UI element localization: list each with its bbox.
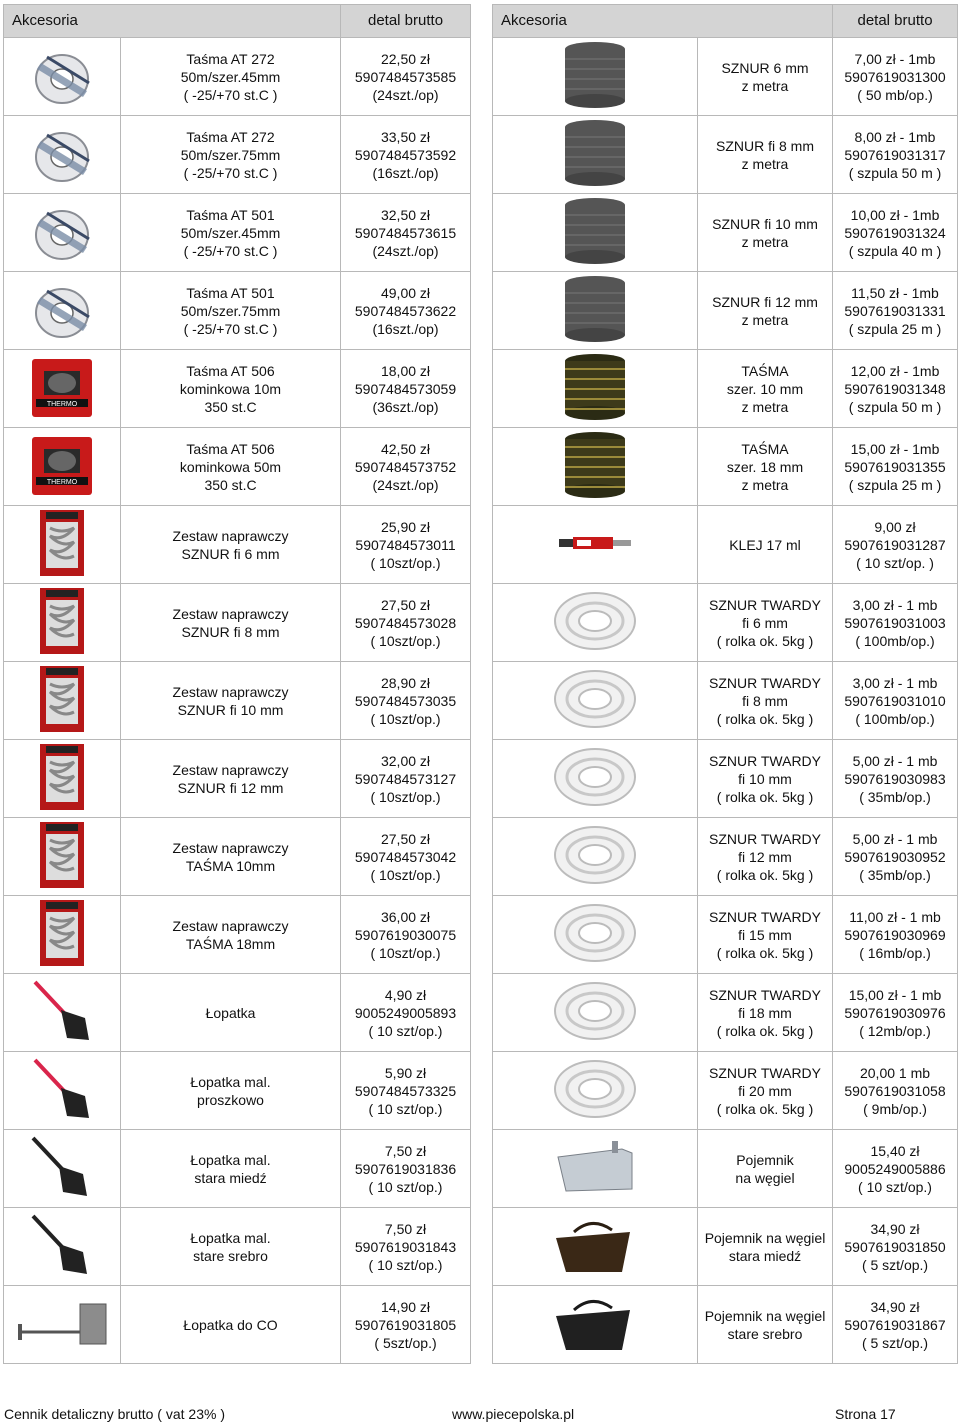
product-name — [121, 740, 341, 818]
product-price-text: 10,00 zł - 1mb 5907619031324 ( szpula 40 m ) — [844, 206, 946, 259]
header-price: detal brutto — [341, 5, 471, 38]
product-price — [341, 584, 471, 662]
product-image — [4, 818, 121, 896]
table-row — [4, 1286, 471, 1364]
product-price — [341, 1286, 471, 1364]
product-name-text: Zestaw naprawczy SZNUR fi 8 mm — [172, 605, 289, 640]
product-price-text: 7,50 zł 5907619031836 ( 10 szt/op.) — [354, 1142, 457, 1195]
coal-bucket-silver-icon — [493, 1139, 697, 1199]
product-price — [833, 428, 958, 506]
product-name — [698, 740, 833, 818]
product-name-text: Pojemnik na węgiel stara miedź — [704, 1229, 826, 1264]
product-price — [833, 272, 958, 350]
product-name — [698, 1208, 833, 1286]
product-image — [4, 584, 121, 662]
table-row — [493, 1052, 958, 1130]
table-header-row — [493, 5, 958, 38]
product-name — [698, 662, 833, 740]
product-name-text: Zestaw naprawczy TAŚMA 10mm — [172, 839, 289, 874]
glue-tube-icon — [493, 531, 697, 559]
product-name-text: Zestaw naprawczy SZNUR fi 10 mm — [172, 683, 289, 718]
product-name-text: SZNUR fi 8 mm z metra — [716, 137, 814, 172]
product-price-text: 34,90 zł 5907619031850 ( 5 szt/op.) — [844, 1220, 946, 1273]
product-image — [493, 272, 698, 350]
product-price — [833, 584, 958, 662]
product-price — [833, 1286, 958, 1364]
tape-roll-icon — [4, 277, 120, 345]
product-price-text: 15,00 zł - 1 mb 5907619030976 ( 12mb/op.) — [844, 986, 946, 1039]
table-row — [493, 194, 958, 272]
table-row — [4, 506, 471, 584]
product-image — [4, 740, 121, 818]
table-row — [493, 506, 958, 584]
product-name-text: Pojemnik na węgiel stare srebro — [704, 1307, 826, 1342]
table-row — [493, 740, 958, 818]
product-price-text: 20,00 1 mb 5907619031058 ( 9mb/op.) — [844, 1064, 946, 1117]
shovel-red-icon — [4, 978, 120, 1048]
product-price-text: 49,00 zł 5907484573622 (16szt./op) — [354, 284, 457, 337]
table-row — [4, 662, 471, 740]
product-image — [4, 506, 121, 584]
product-name — [698, 974, 833, 1052]
table-row — [4, 350, 471, 428]
table-row — [493, 662, 958, 740]
product-price-text: 3,00 zł - 1 mb 5907619031003 ( 100mb/op.) — [844, 596, 946, 649]
product-image — [4, 116, 121, 194]
shovel-black-icon — [4, 1134, 120, 1204]
product-image — [4, 1286, 121, 1364]
product-name — [698, 350, 833, 428]
product-image — [4, 1052, 121, 1130]
product-price-text: 12,00 zł - 1mb 5907619031348 ( szpula 50 m ) — [844, 362, 946, 415]
table-row — [493, 428, 958, 506]
product-name — [698, 428, 833, 506]
product-price-text: 5,00 zł - 1 mb 5907619030952 ( 35mb/op.) — [844, 830, 946, 883]
product-name-text: Taśma AT 506 kominkowa 50m 350 st.C — [179, 440, 282, 493]
product-price — [341, 662, 471, 740]
product-name — [121, 1286, 341, 1364]
product-name — [121, 506, 341, 584]
product-image — [493, 1286, 698, 1364]
product-name-text: Taśma AT 506 kominkowa 10m 350 st.C — [179, 362, 282, 415]
product-name — [121, 428, 341, 506]
tape-roll-icon — [4, 43, 120, 111]
product-image — [4, 428, 121, 506]
table-row — [493, 38, 958, 116]
product-price — [341, 38, 471, 116]
table-row — [493, 974, 958, 1052]
table-row — [4, 1130, 471, 1208]
product-name — [121, 1208, 341, 1286]
product-name — [698, 896, 833, 974]
product-image — [4, 1208, 121, 1286]
repair-kit-icon — [4, 898, 120, 972]
product-name-text: TAŚMA szer. 10 mm z metra — [726, 362, 804, 415]
product-price — [833, 1130, 958, 1208]
product-name-text: SZNUR 6 mm z metra — [721, 59, 809, 94]
product-price — [341, 1130, 471, 1208]
product-name — [698, 116, 833, 194]
tape-spool-icon — [493, 429, 697, 505]
product-name — [121, 38, 341, 116]
product-image — [4, 38, 121, 116]
product-price-text: 5,00 zł - 1 mb 5907619030983 ( 35mb/op.) — [844, 752, 946, 805]
white-rope-coil-icon — [493, 1057, 697, 1125]
product-image — [493, 1208, 698, 1286]
header-price: detal brutto — [833, 5, 958, 38]
product-name — [121, 116, 341, 194]
product-name — [698, 506, 833, 584]
table-row — [493, 896, 958, 974]
product-image — [493, 1130, 698, 1208]
table-header-row — [4, 5, 471, 38]
product-name-text: Taśma AT 272 50m/szer.45mm ( -25/+70 st.C ) — [180, 50, 281, 103]
product-price-text: 9,00 zł 5907619031287 ( 10 szt/op. ) — [844, 518, 946, 571]
product-price — [833, 506, 958, 584]
product-name-text: Łopatka mal. proszkowo — [190, 1073, 271, 1108]
product-price-text: 11,00 zł - 1 mb 5907619030969 ( 16mb/op.) — [844, 908, 946, 961]
table-row — [4, 584, 471, 662]
product-image — [493, 740, 698, 818]
product-price — [833, 1052, 958, 1130]
product-name-text: SZNUR fi 12 mm z metra — [712, 293, 818, 328]
rope-spool-icon — [493, 117, 697, 193]
table-row — [4, 116, 471, 194]
price-table-left — [3, 4, 471, 1364]
table-row — [4, 818, 471, 896]
product-name-text: KLEJ 17 ml — [729, 536, 801, 553]
co-shovel-icon — [4, 1298, 120, 1352]
product-name — [698, 584, 833, 662]
product-name-text: SZNUR TWARDY fi 18 mm ( rolka ok. 5kg ) — [709, 986, 821, 1039]
product-price-text: 36,00 zł 5907619030075 ( 10szt/op.) — [354, 908, 457, 961]
white-rope-coil-icon — [493, 823, 697, 891]
white-rope-coil-icon — [493, 667, 697, 735]
product-price-text: 27,50 zł 5907484573028 ( 10szt/op.) — [354, 596, 457, 649]
table-row — [4, 272, 471, 350]
product-price-text: 18,00 zł 5907484573059 (36szt./op) — [354, 362, 457, 415]
table-row — [4, 194, 471, 272]
product-name — [121, 350, 341, 428]
product-price — [341, 818, 471, 896]
product-image — [4, 974, 121, 1052]
product-image — [493, 506, 698, 584]
svg-text:THERMO: THERMO — [46, 478, 78, 486]
product-name — [698, 1286, 833, 1364]
product-name-text: Taśma AT 501 50m/szer.75mm ( -25/+70 st.C ) — [180, 284, 281, 337]
product-image — [493, 350, 698, 428]
product-image — [4, 1130, 121, 1208]
product-name — [121, 896, 341, 974]
product-price-text: 32,00 zł 5907484573127 ( 10szt/op.) — [354, 752, 457, 805]
table-row — [493, 1130, 958, 1208]
thermo-tape-pack-icon — [4, 433, 120, 501]
product-price — [341, 1052, 471, 1130]
product-price-text: 11,50 zł - 1mb 5907619031331 ( szpula 25 m ) — [844, 284, 946, 337]
product-price-text: 32,50 zł 5907484573615 (24szt./op) — [354, 206, 457, 259]
product-name-text: Łopatka do CO — [183, 1316, 278, 1333]
product-name — [698, 818, 833, 896]
product-price-text: 5,90 zł 5907484573325 ( 10 szt/op.) — [354, 1064, 457, 1117]
product-price-text: 14,90 zł 5907619031805 ( 5szt/op.) — [354, 1298, 457, 1351]
product-price — [833, 38, 958, 116]
product-price-text: 7,50 zł 5907619031843 ( 10 szt/op.) — [354, 1220, 457, 1273]
product-name-text: SZNUR TWARDY fi 15 mm ( rolka ok. 5kg ) — [709, 908, 821, 961]
product-image — [4, 662, 121, 740]
product-name-text: Taśma AT 501 50m/szer.45mm ( -25/+70 st.C ) — [180, 206, 281, 259]
product-image — [493, 116, 698, 194]
footer-website-link[interactable]: www.piecepolska.pl — [452, 1406, 575, 1422]
product-name-text: Zestaw naprawczy SZNUR fi 6 mm — [172, 527, 289, 562]
product-price — [341, 350, 471, 428]
product-name — [121, 194, 341, 272]
price-table-right — [492, 4, 958, 1364]
product-price-text: 42,50 zł 5907484573752 (24szt./op) — [354, 440, 457, 493]
product-image — [493, 1052, 698, 1130]
product-name-text: Zestaw naprawczy TAŚMA 18mm — [172, 917, 289, 952]
rope-spool-icon — [493, 195, 697, 271]
product-image — [493, 662, 698, 740]
product-name — [121, 1052, 341, 1130]
product-name — [698, 38, 833, 116]
coal-bucket-copper-icon — [493, 1214, 697, 1280]
product-name-text: Zestaw naprawczy SZNUR fi 12 mm — [172, 761, 289, 796]
product-price-text: 8,00 zł - 1mb 5907619031317 ( szpula 50 m ) — [844, 128, 946, 181]
product-name-text: SZNUR TWARDY fi 6 mm ( rolka ok. 5kg ) — [709, 596, 821, 649]
svg-text:THERMO: THERMO — [46, 400, 78, 408]
product-image — [493, 584, 698, 662]
product-image — [4, 272, 121, 350]
product-name — [121, 272, 341, 350]
product-image — [4, 194, 121, 272]
white-rope-coil-icon — [493, 979, 697, 1047]
repair-kit-icon — [4, 508, 120, 582]
product-price-text: 25,90 zł 5907484573011 ( 10szt/op.) — [355, 518, 456, 571]
product-image — [493, 38, 698, 116]
product-price — [341, 974, 471, 1052]
product-price — [833, 1208, 958, 1286]
coal-bucket-silver-dark-icon — [493, 1292, 697, 1358]
product-price-text: 34,90 zł 5907619031867 ( 5 szt/op.) — [844, 1298, 946, 1351]
thermo-tape-pack-icon — [4, 355, 120, 423]
product-image — [493, 194, 698, 272]
product-price — [341, 1208, 471, 1286]
product-price — [341, 116, 471, 194]
product-name — [121, 662, 341, 740]
product-price-text: 4,90 zł 9005249005893 ( 10 szt/op.) — [354, 986, 457, 1039]
product-price — [341, 272, 471, 350]
product-price — [833, 896, 958, 974]
tape-roll-icon — [4, 121, 120, 189]
white-rope-coil-icon — [493, 589, 697, 657]
table-row — [4, 974, 471, 1052]
product-name-text: SZNUR fi 10 mm z metra — [712, 215, 818, 250]
product-price-text: 7,00 zł - 1mb 5907619031300 ( 50 mb/op.) — [844, 50, 946, 103]
product-name — [121, 974, 341, 1052]
product-price — [833, 974, 958, 1052]
tape-roll-icon — [4, 199, 120, 267]
product-name-text: Taśma AT 272 50m/szer.75mm ( -25/+70 st.C ) — [180, 128, 281, 181]
product-name-text: Pojemnik na węgiel — [735, 1151, 795, 1186]
table-row — [493, 584, 958, 662]
product-price — [341, 428, 471, 506]
product-name — [698, 1130, 833, 1208]
product-image — [493, 818, 698, 896]
product-name-text: SZNUR TWARDY fi 8 mm ( rolka ok. 5kg ) — [709, 674, 821, 727]
repair-kit-icon — [4, 586, 120, 660]
product-image — [493, 428, 698, 506]
shovel-red-icon — [4, 1056, 120, 1126]
repair-kit-icon — [4, 742, 120, 816]
product-name — [698, 194, 833, 272]
product-price-text: 15,40 zł 9005249005886 ( 10 szt/op.) — [844, 1142, 946, 1195]
product-price — [341, 194, 471, 272]
product-price — [341, 740, 471, 818]
table-row — [493, 818, 958, 896]
product-price — [833, 350, 958, 428]
rope-spool-icon — [493, 39, 697, 115]
product-name-text: Łopatka mal. stare srebro — [190, 1229, 271, 1264]
product-image — [493, 974, 698, 1052]
footer-page-number: Strona 17 — [835, 1406, 896, 1422]
product-price-text: 33,50 zł 5907484573592 (16szt./op) — [354, 128, 457, 181]
table-row — [493, 1286, 958, 1364]
table-row — [4, 428, 471, 506]
shovel-black-icon — [4, 1212, 120, 1282]
product-price — [833, 818, 958, 896]
product-image — [4, 350, 121, 428]
table-row — [493, 116, 958, 194]
table-row — [4, 1052, 471, 1130]
product-name — [698, 1052, 833, 1130]
product-name-text: SZNUR TWARDY fi 10 mm ( rolka ok. 5kg ) — [709, 752, 821, 805]
product-name-text: Łopatka mal. stara miedź — [190, 1151, 271, 1186]
product-name — [121, 818, 341, 896]
product-price — [341, 506, 471, 584]
table-row — [4, 38, 471, 116]
repair-kit-icon — [4, 820, 120, 894]
table-row — [493, 350, 958, 428]
product-image — [493, 896, 698, 974]
product-name-text: TAŚMA szer. 18 mm z metra — [726, 440, 804, 493]
product-price-text: 27,50 zł 5907484573042 ( 10szt/op.) — [354, 830, 457, 883]
header-product: Akcesoria — [493, 5, 833, 38]
product-name — [121, 584, 341, 662]
product-name — [121, 1130, 341, 1208]
footer-note: Cennik detaliczny brutto ( vat 23% ) — [4, 1406, 225, 1422]
product-price — [833, 662, 958, 740]
table-row — [4, 896, 471, 974]
tape-spool-icon — [493, 351, 697, 427]
table-row — [4, 740, 471, 818]
product-name-text: Łopatka — [205, 1004, 256, 1021]
product-image — [4, 896, 121, 974]
product-price-text: 28,90 zł 5907484573035 ( 10szt/op.) — [354, 674, 457, 727]
repair-kit-icon — [4, 664, 120, 738]
white-rope-coil-icon — [493, 901, 697, 969]
product-price-text: 3,00 zł - 1 mb 5907619031010 ( 100mb/op.) — [844, 674, 946, 727]
product-name-text: SZNUR TWARDY fi 12 mm ( rolka ok. 5kg ) — [709, 830, 821, 883]
product-price — [833, 194, 958, 272]
table-row — [4, 1208, 471, 1286]
product-price — [833, 116, 958, 194]
rope-spool-icon — [493, 273, 697, 349]
product-price — [341, 896, 471, 974]
product-name — [698, 272, 833, 350]
header-product: Akcesoria — [4, 5, 341, 38]
product-price — [833, 740, 958, 818]
table-row — [493, 1208, 958, 1286]
product-price-text: 15,00 zł - 1mb 5907619031355 ( szpula 25 m ) — [844, 440, 946, 493]
product-name-text: SZNUR TWARDY fi 20 mm ( rolka ok. 5kg ) — [709, 1064, 821, 1117]
product-price-text: 22,50 zł 5907484573585 (24szt./op) — [354, 50, 457, 103]
table-row — [493, 272, 958, 350]
white-rope-coil-icon — [493, 745, 697, 813]
